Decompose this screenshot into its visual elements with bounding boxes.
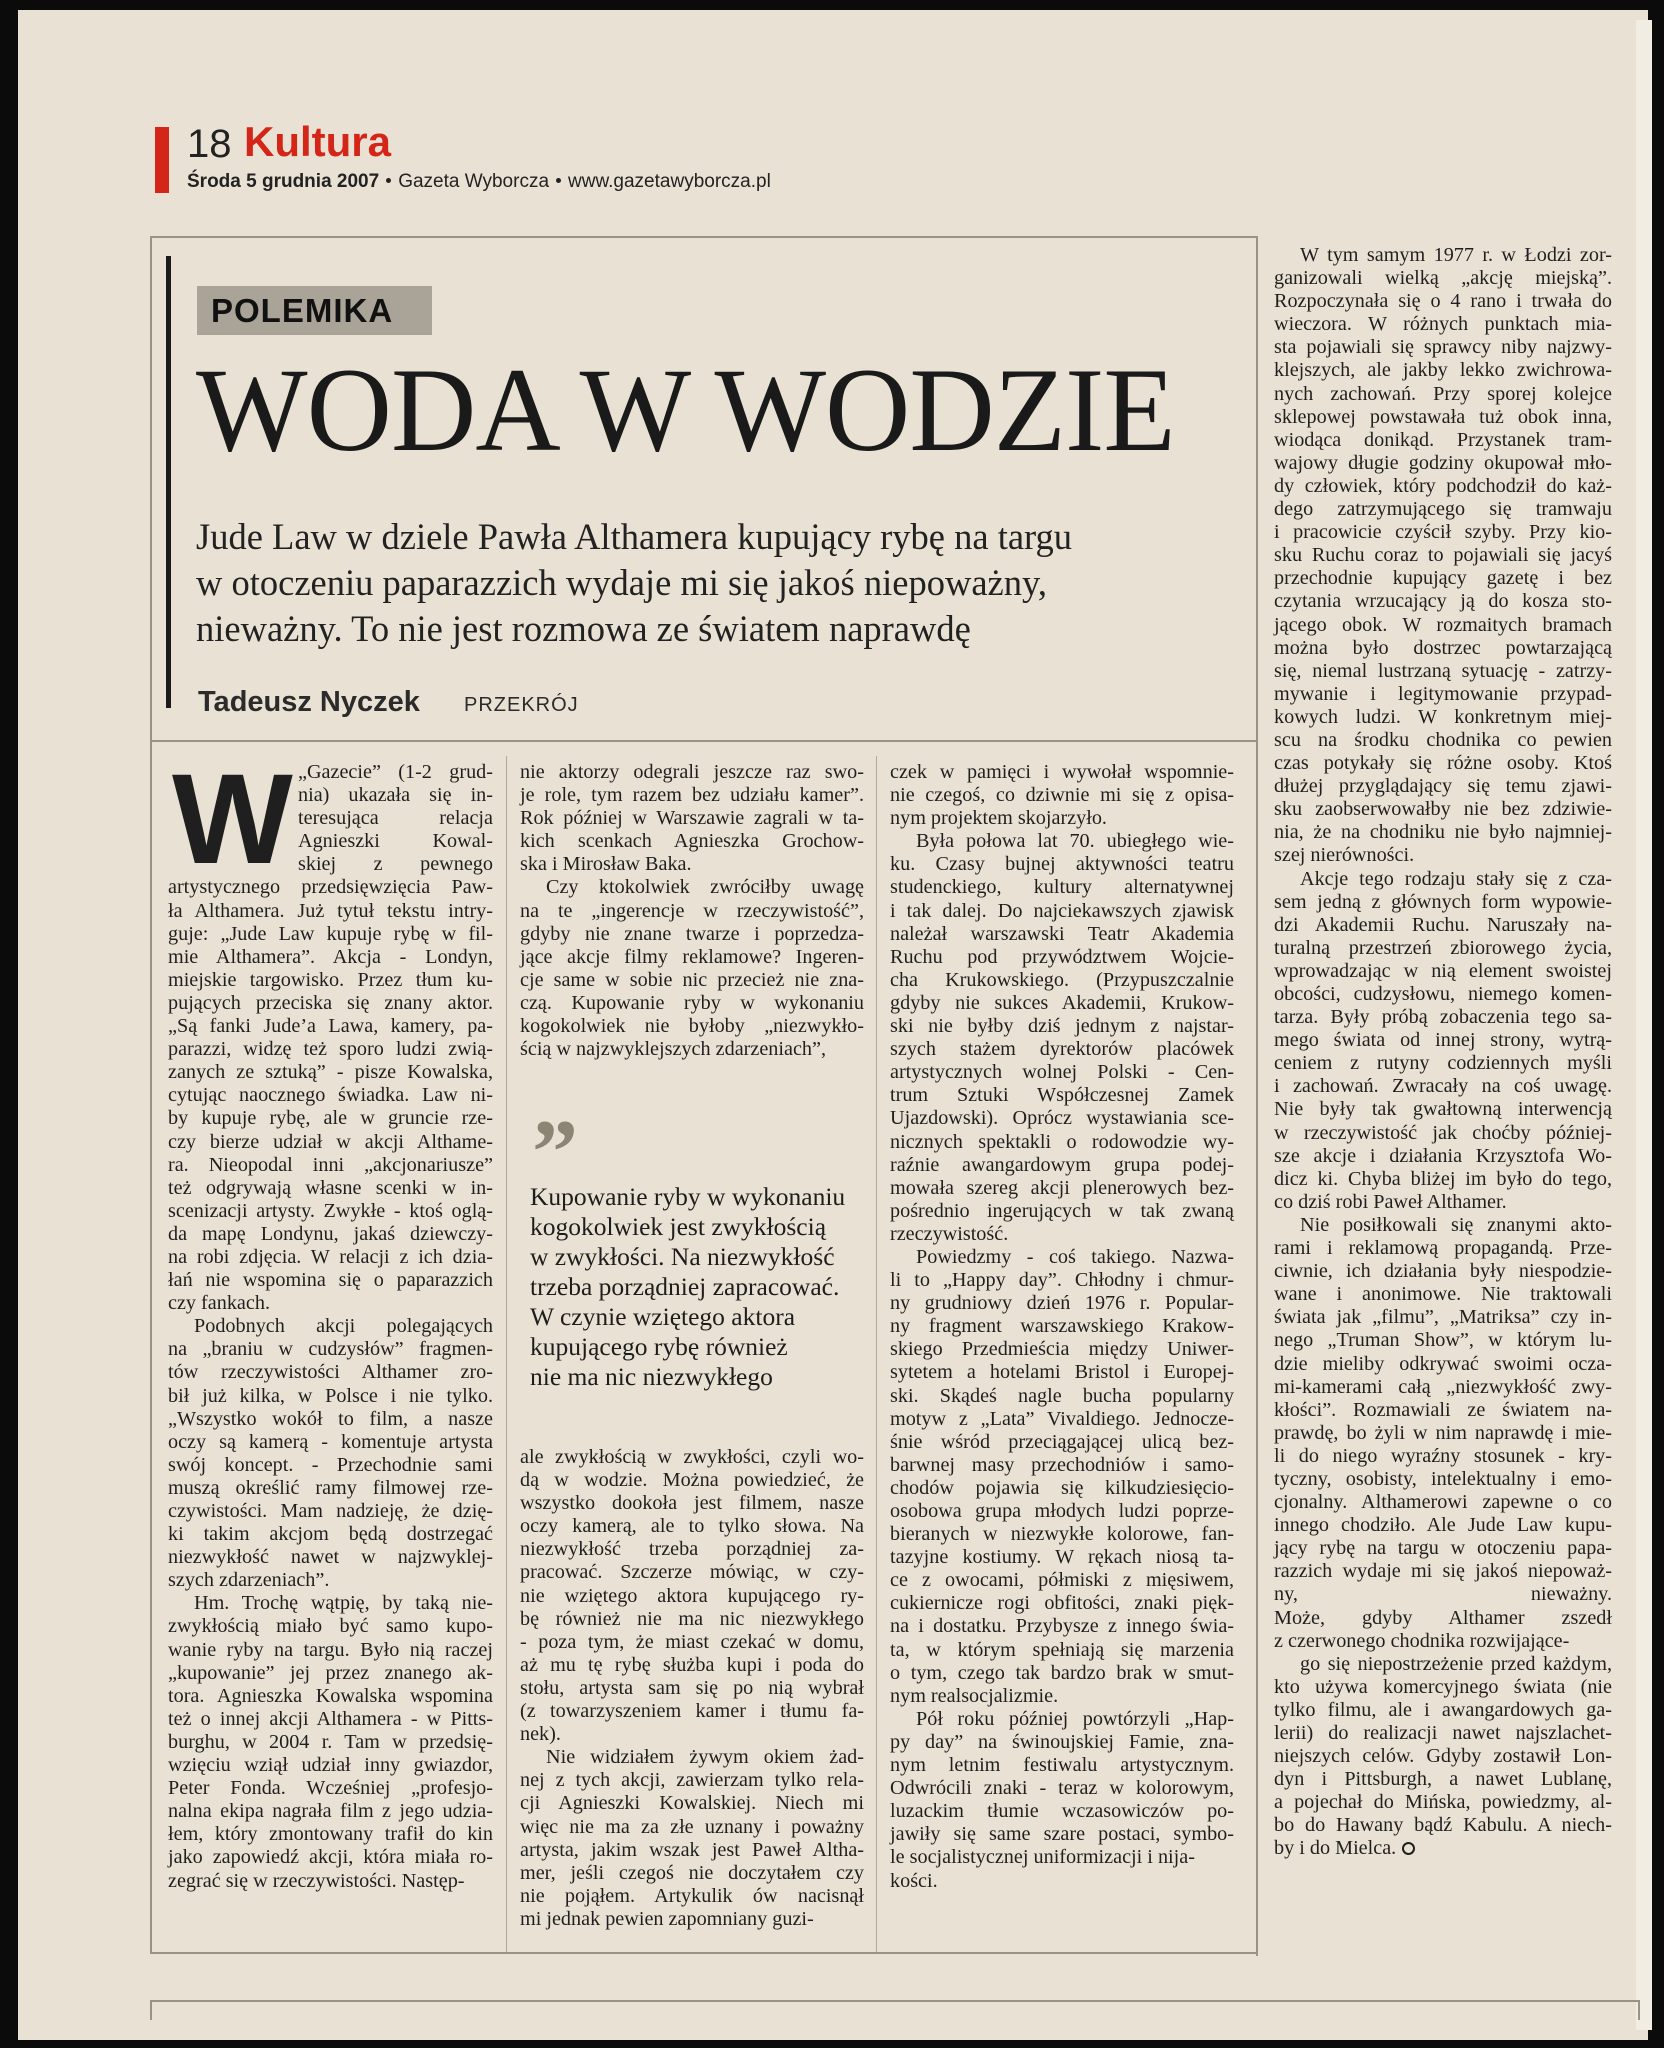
text-line: bę również nie ma nic niezwykłego xyxy=(520,1607,864,1630)
text-line: nek). xyxy=(520,1723,561,1746)
text-line: sem jedną z głównych form wypowie- xyxy=(1274,890,1612,913)
text-line: zegrać się w rzeczywistości. Następ- xyxy=(168,1869,465,1892)
text-line: burghu, w 2004 r. Tam w przedsię- xyxy=(168,1730,493,1753)
text-line: przechodnie kupujący gazetę i bez xyxy=(1274,567,1612,590)
text-line: Ruchu pod przywództwem Wojcie- xyxy=(890,945,1234,968)
text-line: cjonalny. Althamerowi zapewne o co xyxy=(1274,1491,1612,1514)
text-line: kowych ludzi. W konkretnym miej- xyxy=(1274,705,1612,728)
text-line: Rok później w Warszawie zagrali w ta- xyxy=(520,807,864,830)
text-line: artysta, jakim wszak jest Paweł Altha- xyxy=(520,1838,864,1861)
text-line: nie aktorzy odegrali jeszcze raz swo- xyxy=(520,761,864,783)
text-line: Nie były tak gwałtowną interwencją xyxy=(1274,1098,1612,1121)
text-line: W tym samym 1977 r. w Łodzi zor- xyxy=(1300,244,1612,266)
text-line: czą. Kupowanie ryby w wykonaniu xyxy=(520,991,864,1014)
text-line: oczy są kamerą - komentuje artysta xyxy=(168,1430,493,1453)
pull-quote-line: kupującego rybę również xyxy=(530,1332,788,1361)
text-line: innego chodziło. Ale Jude Law kupu- xyxy=(1274,1514,1612,1537)
text-line: oczy kamerą, ale to tylko słowa. Na xyxy=(520,1515,864,1538)
text-line: Może, gdyby Althamer zszedł xyxy=(1274,1606,1612,1629)
text-line: szych stażem dyrektorów placówek xyxy=(890,1038,1234,1061)
text-line: nie czegoś, co dziwnie mi się z opisa- xyxy=(890,784,1234,807)
text-line: wane i anonimowe. Nie traktowali xyxy=(1274,1283,1612,1306)
text-line: Odwrócili znaki - teraz w kolorowym, xyxy=(890,1777,1234,1800)
text-line: o tym, czego tak bardzo brak w smut- xyxy=(890,1661,1234,1684)
text-line: mowała szereg akcji plenerowych bez- xyxy=(890,1176,1234,1199)
text-line: bieranych w niezwykłe kolorowe, fan- xyxy=(890,1523,1234,1546)
text-line: guje: „Jude Law kupuje rybę w fil- xyxy=(168,922,493,945)
text-line: wajowy długie godziny okupował mło- xyxy=(1274,451,1612,474)
text-line: „Wszystko wokół to film, a nasze xyxy=(168,1407,493,1430)
text-line: skiego Przedmieścia między Uniwer- xyxy=(890,1338,1234,1361)
text-line: rami i reklamową propagandą. Prze- xyxy=(1274,1237,1612,1260)
text-line: muszą określić ramy filmowej rze- xyxy=(168,1476,493,1499)
pull-quote-line: w zwykłości. Na niezwykłość xyxy=(530,1242,835,1271)
text-line: kich scenkach Agnieszka Grochow- xyxy=(520,830,864,853)
text-line: należał warszawski Teatr Akademia xyxy=(890,922,1234,945)
bullet-separator xyxy=(556,178,561,183)
text-line: sku Ruchu coraz to pojawiali się jacyś xyxy=(1274,544,1612,567)
text-line: swój koncept. - Przechodnie sami xyxy=(168,1453,493,1476)
text-line: tów rzeczywistości Althamer zro- xyxy=(168,1361,493,1384)
column-divider xyxy=(1256,236,1258,1956)
text-line: barwnej masy przechodniów i samo- xyxy=(890,1453,1234,1476)
quote-mark-icon: ” xyxy=(532,1101,574,1203)
text-line: bo do Hawany bądź Kabulu. A niech- xyxy=(1274,1814,1612,1837)
drop-cap: W xyxy=(172,748,293,891)
text-line: a pojechał do Mińska, powiedzmy, al- xyxy=(1274,1791,1612,1814)
text-line: dzie mieliby odkrywać swoimi ocza- xyxy=(1274,1352,1612,1375)
text-line: gdyby nie sukces Akademii, Krukow- xyxy=(890,991,1234,1014)
text-line: Akcje tego rodzaju stały się z cza- xyxy=(1300,867,1612,890)
text-line: jące akcje filmy reklamowe? Ingeren- xyxy=(520,945,864,968)
bullet-separator xyxy=(386,178,391,183)
text-line: czytania wrzucający ją do kosza sto- xyxy=(1274,590,1612,613)
text-line: czy bierze udział w akcji Althame- xyxy=(168,1130,493,1153)
dateline xyxy=(187,170,771,194)
text-line: na robi zdjęcia. W relacji z ich dzia- xyxy=(168,1245,493,1268)
text-line: tylko filmu, ale i awangardowych ga- xyxy=(1274,1698,1612,1721)
pull-quote-line: trzeba porządniej zapracować. xyxy=(530,1272,840,1301)
text-column-4 xyxy=(1274,244,1612,1861)
text-line: czek w pamięci i wywołał wspomnie- xyxy=(890,761,1234,783)
text-line: Peter Fonda. Wcześniej „profesjo- xyxy=(168,1777,493,1800)
text-line: nym realsocjalizmie. xyxy=(890,1684,1059,1707)
text-line: łem, który zmontowany trafił do kin xyxy=(168,1823,493,1846)
text-line: ła Althamera. Już tytuł tekstu intry- xyxy=(168,899,493,922)
text-line: Nie widziałem żywym okiem żad- xyxy=(546,1746,864,1769)
text-line: ganizowali wielką „akcję miejską”. xyxy=(1274,267,1612,290)
lead-line: nieważny. To nie jest rozmowa ze światem naprawdę xyxy=(196,608,971,649)
text-line: miejskie targowisko. Przez tłum ku- xyxy=(168,968,493,991)
text-line: nym projektem skojarzyło. xyxy=(890,807,1107,830)
text-line: jawiły się same szare postaci, symbo- xyxy=(890,1823,1234,1846)
text-line: „kupowanie” jej przez znanego ak- xyxy=(168,1661,493,1684)
text-line: nie wziętego aktora kupującego ry- xyxy=(520,1584,864,1607)
text-line: tazyjne kostiumy. W rękach niosą ta- xyxy=(890,1546,1234,1569)
text-line: cha Krukowskiego. (Przypuszczalnie xyxy=(890,968,1234,991)
pull-quote-line: Kupowanie ryby w wykonaniu xyxy=(530,1182,846,1211)
column-divider xyxy=(506,756,507,1952)
text-line: z czerwonego chodnika rozwijające- xyxy=(1274,1629,1570,1652)
text-line: ku. Czasy bujnej aktywności teatru xyxy=(890,853,1234,876)
text-line: ta, w którym spełniają się marzenia xyxy=(890,1638,1234,1661)
text-line: mego świata od innej strony, wytrą- xyxy=(1274,1029,1612,1052)
text-line: wprowadzając w nią element swoistej xyxy=(1274,959,1612,982)
page-edge xyxy=(1636,20,1652,2030)
text-line: więc nie ma za złe uznany i poważny xyxy=(520,1815,864,1838)
text-line: by kupuje rybę, ale w gruncie rze- xyxy=(168,1107,493,1130)
text-line: turalną przestrzeń zbiorowego życia, xyxy=(1274,936,1612,959)
text-line: obcości, cudzysłowu, niemego komen- xyxy=(1274,983,1612,1005)
text-line: czywistości. Mam nadzieję, że dzię- xyxy=(168,1500,493,1522)
text-column-1 xyxy=(168,748,493,1893)
text-line: scu na środku chodnika co pewien xyxy=(1274,728,1612,751)
text-line: ska i Mirosław Baka. xyxy=(520,853,692,876)
text-line: wieczora. W różnych punktach mia- xyxy=(1274,313,1612,336)
text-line: kości. xyxy=(890,1869,938,1892)
text-line: kto używa komercyjnego świata (nie xyxy=(1274,1675,1612,1698)
text-line: na te „ingerencje w rzeczywistość”, xyxy=(520,899,864,922)
text-line: niezwykłość trzeba porządniej za- xyxy=(520,1538,864,1561)
text-line: się, niemal lustrzaną sytuację - zatrzy- xyxy=(1274,659,1612,682)
headline-bar xyxy=(166,256,171,708)
text-line: - poza tym, że miast czekać w domu, xyxy=(520,1630,864,1653)
text-line: Czy ktokolwiek zwróciłby uwagę xyxy=(546,876,864,899)
text-line: nia, że na chodniku nie było najmniej- xyxy=(1274,821,1612,844)
text-line: sze akcje i działania Krzysztofa Wo- xyxy=(1274,1144,1612,1167)
text-line: mi jednak pewien zapomniany guzi- xyxy=(520,1907,814,1930)
author-name: Tadeusz Nyczek xyxy=(198,686,420,718)
text-line: skiej z pewnego xyxy=(298,853,493,876)
text-line: razzich wydaje mi się jakoś niepoważ- xyxy=(1274,1560,1612,1583)
text-line: aż mu tę rybę służba kupi i poda do xyxy=(520,1653,864,1676)
text-line: mer, jeśli czegoś nie doczytałem czy xyxy=(520,1861,864,1884)
text-line: dy człowiek, który podchodził do każ- xyxy=(1274,474,1612,497)
text-line: Agnieszki Kowal- xyxy=(298,830,493,853)
text-line: ciwnie, ich działania były niespodzie- xyxy=(1274,1260,1612,1283)
page-number: 18 xyxy=(187,122,232,166)
text-line: czas potykały się różne osoby. Ktoś xyxy=(1274,752,1612,775)
text-line: pośrednio ingerujących w tak zwaną xyxy=(890,1199,1234,1222)
text-line: cje same w sobie nic przecież nie zna- xyxy=(520,968,864,991)
text-line: li do niego wyraźny stosunek - kry- xyxy=(1274,1444,1612,1467)
text-line: (z towarzyszeniem kamer i tłumu fa- xyxy=(520,1700,864,1723)
text-line: nalna ekipa nagrała film z jego udzia- xyxy=(168,1800,493,1823)
text-line: mywanie i legitymowanie przypad- xyxy=(1274,682,1612,705)
issue-date: Środa 5 grudnia 2007 xyxy=(187,171,380,192)
text-line: ale zwykłością w zwykłości, czyli wo- xyxy=(520,1446,864,1468)
text-line: dego zatrzymującego się tramwaju xyxy=(1274,498,1612,521)
text-line: Ujazdowski). Oprócz wystawiania sce- xyxy=(890,1107,1234,1130)
text-line: wanie ryby na targu. Było nią raczej xyxy=(168,1638,493,1661)
pull-quote-line: nie ma nic niezwykłego xyxy=(530,1362,773,1391)
text-line: świata jak „filmu”, „Matriksa” czy in- xyxy=(1274,1306,1612,1329)
text-line: mie Althamera”. Akcja - Londyn, xyxy=(168,945,493,968)
text-line: dą w wodzie. Można powiedzieć, że xyxy=(520,1469,864,1492)
text-line: nej z tych akcji, zawierzam tylko rela- xyxy=(520,1769,864,1792)
paper-name: Gazeta Wyborcza xyxy=(398,171,550,192)
text-line: ny grudniowy dzień 1976 r. Popular- xyxy=(890,1292,1234,1315)
text-line: nym letnim festiwalu artystycznym. xyxy=(890,1754,1234,1777)
paper-website: www.gazetawyborcza.pl xyxy=(568,171,771,192)
text-line: artystycznego przedsięwzięcia Paw- xyxy=(168,876,493,899)
text-line: tarza. Były próbą zobaczenia tego sa- xyxy=(1274,1006,1612,1029)
text-line: tora. Agnieszka Kowalska wspomina xyxy=(168,1684,493,1707)
pull-quote-line: kogokolwiek jest zwykłością xyxy=(530,1212,827,1241)
text-line: zanych ze sztuką” - pisze Kowalska, xyxy=(168,1061,493,1084)
text-line: jący rybę na targu w otoczeniu papa- xyxy=(1274,1537,1612,1560)
text-line: chodów pojawia się kilkudziesięcio- xyxy=(890,1476,1234,1499)
text-line: ski nie byłby dziś jednym z najstar- xyxy=(890,1015,1234,1038)
text-line: motyw z „Lata” Vivaldiego. Jednocze- xyxy=(890,1407,1234,1430)
text-line: ny fragment warszawskiego Krakow- xyxy=(890,1315,1234,1338)
text-line: ski. Skądeś nagle bucha popularny xyxy=(890,1384,1234,1407)
pull-quote-line: W czynie wziętego aktora xyxy=(530,1302,796,1331)
text-line: nego „Truman Show”, w którym lu- xyxy=(1274,1329,1612,1352)
text-line: da mapę Londynu, jakaś dziewczy- xyxy=(168,1222,493,1245)
text-line: jącego obok. W rozmaitych bramach xyxy=(1274,613,1612,636)
text-line: gdyby nie znane twarze i poprzedza- xyxy=(520,922,864,945)
text-line: niezwykłość nawet w najzwyklej- xyxy=(168,1546,493,1569)
text-line: Powiedzmy - coś takiego. Nazwa- xyxy=(916,1245,1234,1268)
text-line: trum Sztuki Współczesnej Zamek xyxy=(890,1084,1234,1107)
text-line: bił już kilka, w Polsce i nie tylko. xyxy=(168,1384,493,1407)
text-line: nie pojąłem. Artykulik ów nacisnął xyxy=(520,1884,864,1907)
text-column-2-bottom xyxy=(520,1446,864,1931)
text-line: tyczny, osobisty, intelektualny i emo- xyxy=(1274,1467,1612,1490)
text-line: i pracowicie czyścił szyby. Przy kio- xyxy=(1274,521,1612,544)
text-line: sklepowej powstawała tuż obok inna, xyxy=(1274,405,1612,428)
text-line: parazzi, widzę też sporo ludzi zwią- xyxy=(168,1038,493,1061)
text-line: zwykłością miało być samo kupo- xyxy=(168,1615,493,1638)
section-color-bar xyxy=(155,127,169,193)
text-line: można było dostrzec powtarzającą xyxy=(1274,636,1612,659)
text-line: je role, tym razem bez udziału kamer”. xyxy=(520,784,864,807)
lead-line: Jude Law w dziele Pawła Althamera kupujący rybę na targu xyxy=(196,516,1073,557)
text-line: Podobnych akcji polegających xyxy=(194,1315,493,1338)
text-line: czy fankach. xyxy=(168,1292,270,1315)
next-article-frame xyxy=(150,2000,1640,2020)
text-line: pujących przeciska się znany aktor. xyxy=(168,991,493,1014)
text-line: sta pojawiali się sprawcy niby najzwy- xyxy=(1274,336,1612,359)
text-line: łań nie wspomina się o paparazzich xyxy=(168,1269,493,1292)
text-line: ny, nieważny. xyxy=(1274,1583,1612,1606)
text-line: ce z owocami, półmiski z mięsiwem, xyxy=(890,1569,1234,1592)
text-line: Była połowa lat 70. ubiegłego wie- xyxy=(916,830,1234,853)
column-divider xyxy=(876,756,877,1952)
text-line: teresująca relacja xyxy=(298,807,493,830)
text-line: by i do Mielca. xyxy=(1274,1837,1612,1860)
headline-divider xyxy=(150,740,1256,742)
text-line: rzeczywistość. xyxy=(890,1222,1009,1245)
text-line: ra. Nieopodal inni „akcjonariusze” xyxy=(168,1153,493,1176)
text-line: „Są fanki Jude’a Lawa, kamery, pa- xyxy=(168,1015,493,1038)
kicker-label: POLEMIKA xyxy=(197,286,432,335)
text-line: prawdę, bo żyli w nim naprawdę i mie- xyxy=(1274,1421,1612,1444)
text-column-2-top xyxy=(520,761,864,1061)
text-line: na i dostatku. Przybysze z innego świa- xyxy=(890,1615,1234,1638)
text-line: też odgrywają własne scenki w in- xyxy=(168,1176,493,1199)
text-line: kogokolwiek nie byłoby „niezwykło- xyxy=(520,1015,864,1038)
text-line: studenckiego, kultury alternatywnej xyxy=(890,876,1234,899)
text-line: dzi Akademii Ruchu. Naruszały na- xyxy=(1274,913,1612,936)
text-line: Nie posiłkowali się znanymi akto- xyxy=(1300,1213,1612,1236)
section-title: Kultura xyxy=(244,118,391,165)
source-label: PRZEKRÓJ xyxy=(464,694,579,716)
text-line: szej nierówności. xyxy=(1274,844,1415,867)
lead-paragraph xyxy=(196,514,1196,652)
text-line: raźnie awangardowym grupa podej- xyxy=(890,1153,1234,1176)
pull-quote xyxy=(530,1182,860,1392)
text-line: py day” na świnoujskiej Famie, zna- xyxy=(890,1730,1234,1753)
text-line: scenizacji artysty. Zwykłe - ktoś oglą- xyxy=(168,1199,493,1222)
headline: WODA W WODZIE xyxy=(196,343,1175,476)
text-line: Hm. Trochę wątpię, by taką nie- xyxy=(194,1592,493,1615)
text-line: dłużej przyglądający się temu zjawi- xyxy=(1274,775,1612,798)
text-line: cytując naocznego świadka. Law ni- xyxy=(168,1084,493,1107)
text-line: na „braniu w cudzysłów” fragmen- xyxy=(168,1338,493,1361)
text-line: go się niepostrzeżenie przed każdym, xyxy=(1300,1652,1612,1675)
text-column-3 xyxy=(890,761,1234,1893)
text-line: Pół roku później powtórzyli „Hap- xyxy=(916,1707,1234,1730)
text-line: niejszych celów. Gdyby zostawił Lon- xyxy=(1274,1745,1612,1768)
text-line: nia) ukazała się in- xyxy=(298,784,493,807)
text-line: wiodąca donikąd. Przystanek tram- xyxy=(1274,428,1612,451)
lead-line: w otoczeniu paparazzich wydaje mi się jakoś niepoważny, xyxy=(196,562,1047,603)
text-line: wzięciu wziął udział inny gwiazdor, xyxy=(168,1754,493,1777)
text-line: też o innej akcji Althamera - w Pitts- xyxy=(168,1707,493,1730)
text-line: li to „Happy day”. Chłodny i chmur- xyxy=(890,1269,1234,1292)
text-line: jako zapowiedź akcji, która miała ro- xyxy=(168,1846,493,1869)
text-line: artystycznych wolnej Polski - Cen- xyxy=(890,1061,1234,1084)
text-line: wszystko dookoła jest filmem, nasze xyxy=(520,1492,864,1515)
text-line: mi-kamerami całą „niezwykłość zwy- xyxy=(1274,1375,1612,1398)
text-line: luzackim tłumie wczasowiczów po- xyxy=(890,1800,1234,1823)
text-line: dicz ki. Chyba bliżej im było do tego, xyxy=(1274,1167,1612,1190)
text-line: osobowa grupa młodych ludzi poprze- xyxy=(890,1500,1234,1522)
text-line: i tak dalej. Do najciekawszych zjawisk xyxy=(890,899,1234,922)
text-line: klejszych, ale jakby lekko zwichrowa- xyxy=(1274,359,1612,382)
text-line: co dziś robi Paweł Althamer. xyxy=(1274,1190,1507,1213)
text-line: lerii) do realizacji nawet najszlachet- xyxy=(1274,1722,1612,1744)
text-line: ceniem z rutyny codziennych myśli xyxy=(1274,1052,1612,1075)
text-line: nych zachowań. Przy sporej kolejce xyxy=(1274,382,1612,405)
text-line: ki takim akcjom będą dostrzegać xyxy=(168,1523,493,1546)
end-of-article-icon xyxy=(1402,1842,1415,1855)
text-line: sku zaobserwowałby nie bez zdziwie- xyxy=(1274,798,1612,821)
text-line: pracować. Szczerze mówiąc, w czy- xyxy=(520,1561,864,1584)
text-line: śnie wśród przeciągającej ulicą bez- xyxy=(890,1430,1234,1453)
text-line: le socjalistycznej uniformizacji i nija- xyxy=(890,1846,1195,1869)
text-line: cukiernicze rogi obfitości, znaki pięk- xyxy=(890,1592,1234,1615)
text-line: cji Agnieszki Kowalskiej. Niech mi xyxy=(520,1792,864,1815)
text-line: szych zdarzeniach”. xyxy=(168,1569,330,1592)
text-line: stołu, artysta sam się po nią wybrał xyxy=(520,1676,864,1699)
text-line: „Gazecie” (1-2 grud- xyxy=(298,761,493,783)
text-line: nicznych spektakli o rodowodzie wy- xyxy=(890,1130,1234,1153)
text-line: kłości”. Rozmawiali ze światem na- xyxy=(1274,1398,1612,1421)
text-line: dyn i Pittsburgh, a nawet Lublanę, xyxy=(1274,1768,1612,1791)
text-line: Rozpoczynała się o 4 rano i trwała do xyxy=(1274,290,1612,313)
text-line: ścią w najzwyklejszych zdarzeniach”, xyxy=(520,1038,827,1061)
text-line: sytetem a hotelami Bristol i Europej- xyxy=(890,1361,1234,1384)
text-line: i zachowań. Zwracały na coś uwagę. xyxy=(1274,1075,1612,1098)
text-line: w rzeczywistość jak choćby później- xyxy=(1274,1121,1612,1144)
